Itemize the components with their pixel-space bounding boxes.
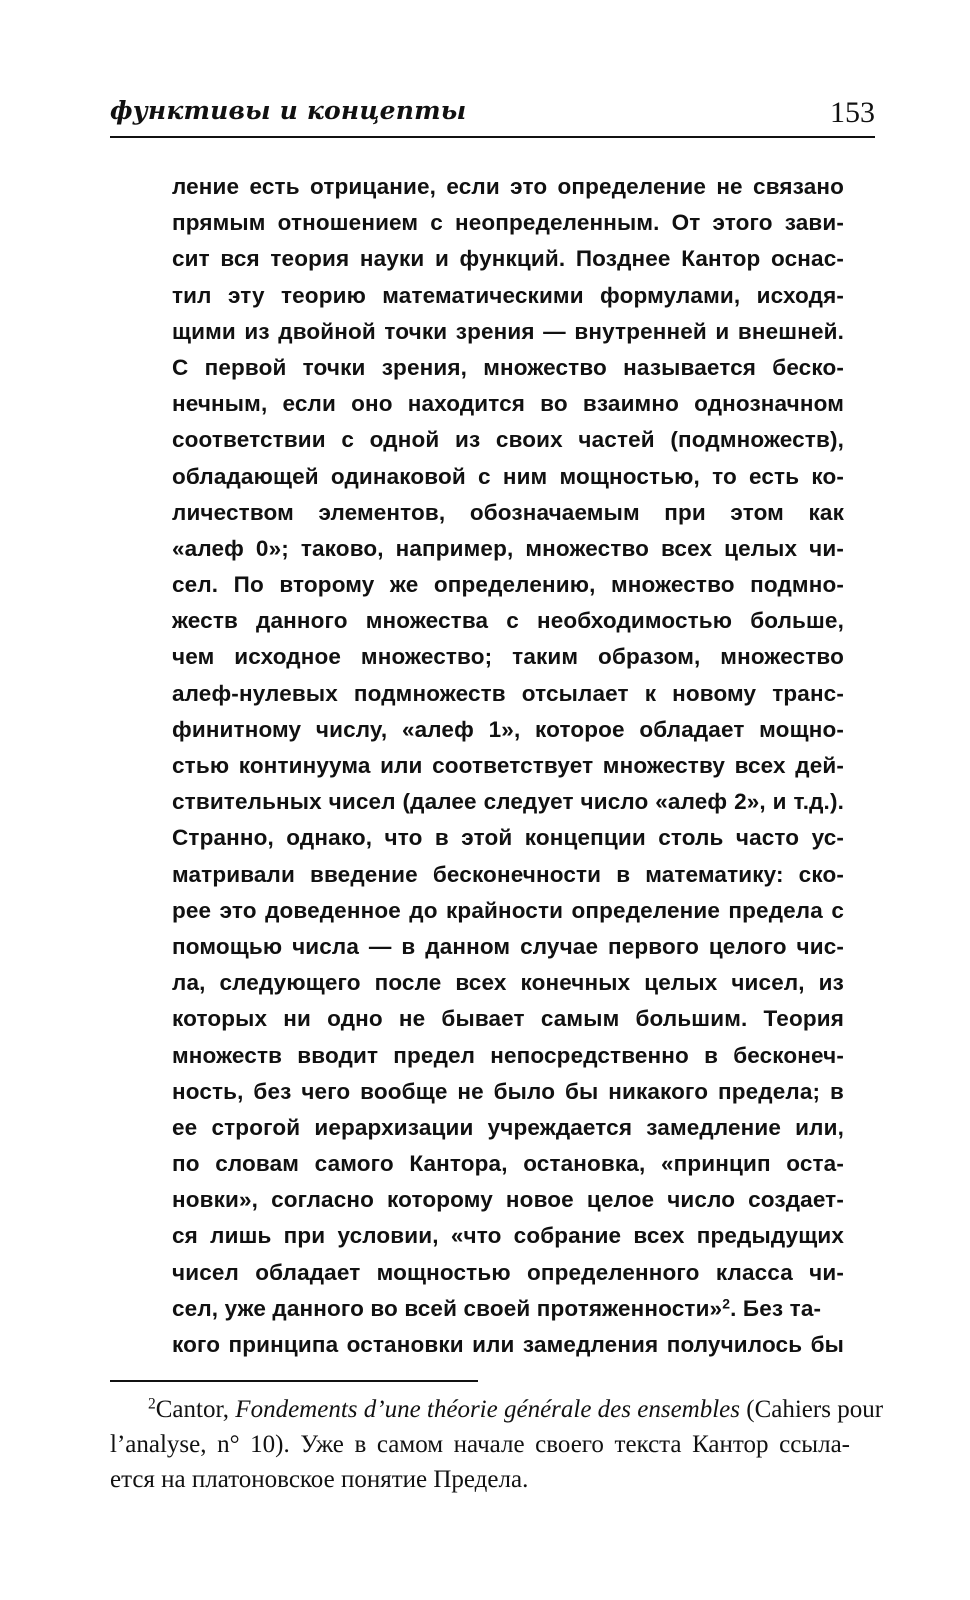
page-number: 153 xyxy=(830,96,875,129)
body-line: ствительных чисел (далее следует число «алеф 2», и т.д.). xyxy=(172,789,844,815)
body-line: чисел обладает мощностью определенного класса чи- xyxy=(172,1259,844,1285)
body-line: сит вся теория науки и функций. Позднее Кантор оснас- xyxy=(172,246,844,272)
body-line: обладающей одинаковой с ним мощностью, то есть ко- xyxy=(172,463,844,489)
body-line: щими из двойной точки зрения — внутренней и внешней. xyxy=(172,318,844,344)
body-line: сел. По второму же определению, множество подмно- xyxy=(172,572,844,598)
body-line: ся лишь при условии, «что собрание всех предыдущих xyxy=(172,1223,844,1249)
footnote-rule xyxy=(110,1380,478,1382)
footnote-source: (Cahiers pour xyxy=(746,1396,884,1423)
footnote-line: ется на платоновское понятие Предела. xyxy=(110,1466,529,1493)
body-line: жеств данного множества с необходимостью больше, xyxy=(172,608,844,634)
body-line: кого принципа остановки или замедления получилось бы xyxy=(172,1332,844,1357)
body-line-text: сел, уже данного во всей своей протяженности» xyxy=(172,1295,723,1321)
footnote xyxy=(110,1392,884,1497)
body-line: алеф-нулевых подмножеств отсылает к новому транс- xyxy=(172,680,844,706)
body-line: новки», согласно которому новое целое число создает- xyxy=(172,1187,844,1213)
body-line: рее это доведенное до крайности определение предела с xyxy=(172,897,844,923)
running-title: функтивы и концепты xyxy=(110,96,467,125)
body-line: помощью числа — в данном случае первого целого чис- xyxy=(172,933,844,959)
footnote-reference[interactable]: 2 xyxy=(722,1295,731,1312)
body-line-continuation: . Без та- xyxy=(730,1295,822,1321)
body-line: ее строгой иерархизации учреждается замедление или, xyxy=(172,1114,844,1140)
header-rule xyxy=(110,136,875,138)
body-line: которых ни одно не бывает самым большим. Теория xyxy=(172,1006,844,1032)
body-line: стью континуума или соответствует множеству всех дей- xyxy=(172,753,844,778)
footnote-line: l’analyse, n° 10). Уже в самом начале своего текста Кантор ссыла- xyxy=(110,1431,850,1458)
body-line: чем исходное множество; таким образом, множество xyxy=(172,644,844,670)
body-line: тил эту теорию математическими формулами, исходя- xyxy=(172,282,844,308)
body-line: множеств вводит предел непосредственно в бесконеч- xyxy=(172,1042,844,1068)
body-line: соответствии с одной из своих частей (подмножеств), xyxy=(172,427,844,453)
body-line: матривали введение бесконечности в математику: ско- xyxy=(172,861,844,887)
body-line: ление есть отрицание, если это определение не связано xyxy=(172,174,844,199)
body-line: финитному числу, «алеф 1», которое обладает мощно- xyxy=(172,716,844,742)
body-line: личеством элементов, обозначаемым при этом как xyxy=(172,499,844,525)
footnote-author: Cantor, xyxy=(155,1396,230,1423)
body-line: ность, без чего вообще не было бы никакого предела; в xyxy=(172,1078,844,1104)
body-line: «алеф 0»; таково, например, множество всех целых чи- xyxy=(172,535,844,561)
page-header xyxy=(110,96,875,140)
body-line: по словам самого Кантора, остановка, «принцип оста- xyxy=(172,1151,844,1177)
footnote-line xyxy=(110,1392,884,1427)
body-line: Странно, однако, что в этой концепции столь часто ус- xyxy=(172,825,844,851)
footnote-marker: 2 xyxy=(148,1395,156,1413)
body-line: прямым отношением с неопределенным. От этого зави- xyxy=(172,210,844,236)
body-text xyxy=(172,169,844,1363)
body-line-with-footnote-ref xyxy=(172,1291,844,1327)
body-line: ла, следующего после всех конечных целых чисел, из xyxy=(172,970,844,996)
body-line: С первой точки зрения, множество называется беско- xyxy=(172,354,844,380)
footnote-title: Fondements d’une théorie générale des ensembles xyxy=(235,1396,741,1423)
body-line: нечным, если оно находится во взаимно однозначном xyxy=(172,391,844,417)
